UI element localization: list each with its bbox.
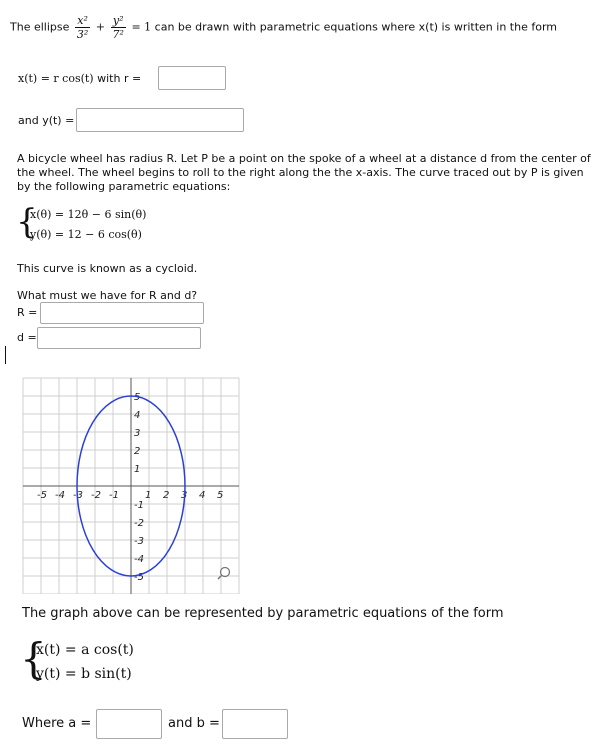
q3-statement: The graph above can be represented by parametric equations of the form (22, 606, 504, 621)
y-tick-labels (134, 392, 144, 583)
x-tick-labels (37, 490, 223, 501)
q1-intro: The ellipse (10, 20, 70, 34)
with-r-label: with r = (97, 72, 142, 85)
x-tick-label: 2 (163, 490, 170, 501)
y-tick-label: -4 (134, 554, 144, 565)
q1-line (10, 14, 606, 41)
x-tick-label: 3 (181, 490, 188, 501)
R-input[interactable] (40, 302, 204, 324)
b-input[interactable] (222, 709, 288, 739)
R-label: R = (17, 306, 38, 319)
cycloid-eq-y: y(θ) = 12 − 6 cos(θ) (30, 228, 142, 241)
b-label: and b = (168, 716, 220, 731)
cycloid-eq-x: x(θ) = 12θ − 6 sin(θ) (30, 208, 147, 221)
d-input[interactable] (37, 327, 201, 349)
x-denominator: 3² (76, 28, 89, 41)
y-numerator: y² (111, 14, 126, 28)
y-tick-label: 1 (134, 464, 141, 475)
x-tick-label: 5 (217, 490, 224, 501)
x-tick-label: 4 (199, 490, 206, 501)
y-tick-label: -5 (134, 572, 144, 583)
xt-line (18, 72, 141, 85)
left-brace-2: { (20, 634, 47, 683)
param-eq-x: x(t) = a cos(t) (36, 642, 134, 658)
param-eq-y: y(t) = b sin(t) (36, 666, 132, 682)
x-numerator: x² (75, 14, 90, 28)
bicycle-paragraph: A bicycle wheel has radius R. Let P be a point on the spoke of a wheel at a distance d from the center of the wheel. The wheel begins to roll to the right along the the x-axis. The curve traced out by P is given by the following parametric equations: (17, 152, 591, 193)
y-tick-label: -3 (134, 536, 144, 547)
y-tick-label: 3 (134, 428, 141, 439)
x-tick-label: -3 (73, 490, 83, 501)
d-label: d = (17, 331, 37, 344)
y-tick-label: -1 (134, 500, 144, 511)
x-tick-label: -4 (55, 490, 65, 501)
y-tick-label: 2 (134, 446, 141, 457)
q1-rest: can be drawn with parametric equations where x(t) is written in the form (154, 20, 557, 34)
r-d-question: What must we have for R and d? (17, 289, 198, 302)
r-input[interactable] (158, 66, 226, 90)
ellipse-x-fraction (75, 14, 90, 41)
y-denominator: 7² (112, 28, 124, 41)
a-input[interactable] (96, 709, 162, 739)
yt-label: and y(t) = (18, 114, 75, 127)
ellipse-y-fraction (111, 14, 126, 41)
x-tick-label: -5 (37, 490, 47, 501)
xt-expression: x(t) = r cos(t) (18, 72, 94, 85)
a-label: Where a = (22, 716, 92, 731)
x-tick-label: -1 (109, 490, 119, 501)
x-tick-label: -2 (91, 490, 101, 501)
ellipse-graph (20, 374, 242, 594)
text-cursor (5, 346, 6, 364)
yt-input[interactable] (76, 108, 244, 132)
y-tick-label: 5 (134, 392, 141, 403)
magnifier-icon[interactable] (218, 568, 230, 580)
left-brace: { (16, 202, 38, 242)
plus-sign: + (95, 20, 106, 34)
y-tick-label: -2 (134, 518, 144, 529)
y-tick-label: 4 (134, 410, 141, 421)
x-tick-label: 1 (145, 490, 152, 501)
equals-one: = 1 (131, 20, 152, 34)
axes (23, 378, 239, 594)
cycloid-note: This curve is known as a cycloid. (17, 262, 198, 275)
